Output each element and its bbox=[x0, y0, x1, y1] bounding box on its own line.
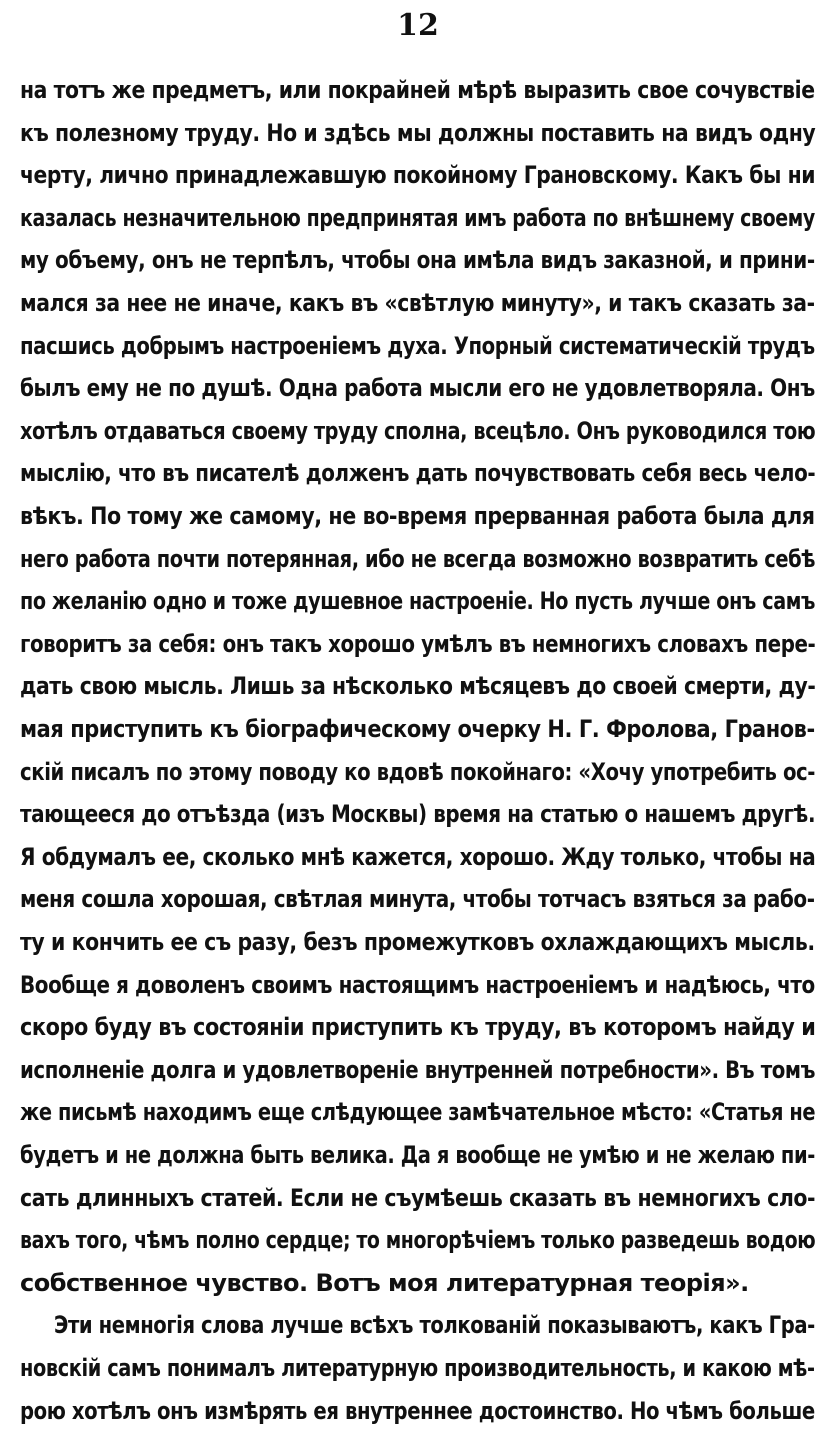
text-line: хотѣлъ отдаваться своему труду сполна, всецѣло. Онъ руководился тою bbox=[20, 416, 816, 445]
text-line: исполненіе долга и удовлетвореніе внутренней потребности». Въ томъ bbox=[20, 1055, 816, 1084]
text-line: собственное чувство. Вотъ моя литературная теорія». bbox=[20, 1268, 749, 1297]
text-line: мыслію, что въ писателѣ долженъ дать почувствовать себя весь чело- bbox=[20, 459, 816, 488]
text-line: сать длинныхъ статей. Если не съумѣешь сказать въ немногихъ сло- bbox=[20, 1183, 816, 1212]
text-line: скоро буду въ состояніи приступить къ труду, въ которомъ найду и bbox=[20, 1013, 816, 1042]
text-line: мался за нее не иначе, какъ въ «свѣтлую минуту», и такъ сказать за- bbox=[20, 289, 815, 317]
text-line: Я обдумалъ ее, сколько мнѣ кажется, хорошо. Жду только, чтобы на bbox=[20, 842, 816, 871]
text-line: ту и кончить ее съ разу, безъ промежутковъ охлаждающихъ мысль. bbox=[20, 928, 815, 956]
text-line: былъ ему не по душѣ. Одна работа мысли его не удовлетворяла. Онъ bbox=[20, 374, 815, 403]
text-line: скій писалъ по этому поводу ко вдовѣ покойнаго: «Хочу употребить ос- bbox=[20, 757, 816, 786]
text-line: пасшись добрымъ настроеніемъ духа. Упорный систематическій трудъ bbox=[20, 331, 815, 360]
text-line: новскій самъ понималъ литературную производительность, и какою мѣ- bbox=[20, 1354, 815, 1382]
text-line: Эти немногія слова лучше всѣхъ толкованій показываютъ, какъ Гра- bbox=[54, 1311, 815, 1340]
text-line: рою хотѣлъ онъ измѣрять ея внутреннее достоинство. Но чѣмъ больше bbox=[20, 1396, 815, 1425]
text-line: по желанію одно и тоже душевное настроеніе. Но пусть лучше онъ самъ bbox=[20, 587, 816, 616]
text-line: вахъ того, чѣмъ полно сердце; то многорѣчіемъ только разведешь водою bbox=[20, 1226, 816, 1255]
text-line: же письмѣ находимъ еще слѣдующее замѣчательное мѣсто: «Статья не bbox=[20, 1098, 816, 1127]
text-line: казалась незначительною предпринятая имъ работа по внѣшнему своему bbox=[20, 203, 815, 232]
text-line: говоритъ за себя: онъ такъ хорошо умѣлъ въ немногихъ словахъ пере- bbox=[20, 629, 816, 658]
text-line: мая приступить къ біографическому очерку Н. Г. Фролова, Гранов- bbox=[20, 715, 815, 743]
page-number: 12 bbox=[397, 8, 439, 43]
text-line: черту, лично принадлежавшую покойному Грановскому. Какъ бы ни bbox=[20, 161, 816, 190]
text-line: на тотъ же предметъ, или покрайней мѣрѣ выразить свое сочувствіе bbox=[20, 76, 815, 104]
text-line: будетъ и не должна быть велика. Да я вообще не умѣю и не желаю пи- bbox=[20, 1141, 815, 1169]
text-line: тающееся до отъѣзда (изъ Москвы) время на статью о нашемъ другѣ. bbox=[20, 800, 816, 829]
text-line: Вообще я доволенъ своимъ настоящимъ настроеніемъ и надѣюсь, что bbox=[20, 970, 815, 999]
text-line: вѣкъ. По тому же самому, не во-время прерванная работа была для bbox=[20, 502, 815, 530]
text-line: му объему, онъ не терпѣлъ, чтобы она имѣла видъ заказной, и прини- bbox=[20, 246, 815, 275]
text-line: дать свою мысль. Лишь за нѣсколько мѣсяцевъ до своей смерти, ду- bbox=[20, 672, 816, 701]
text-line: него работа почти потерянная, ибо не всегда возможно возвратить себѣ bbox=[20, 544, 816, 573]
text-line: къ полезному труду. Но и здѣсь мы должны поставить на видъ одну bbox=[20, 118, 816, 147]
text-line: меня сошла хорошая, свѣтлая минута, чтобы тотчасъ взяться за рабо- bbox=[20, 885, 815, 914]
